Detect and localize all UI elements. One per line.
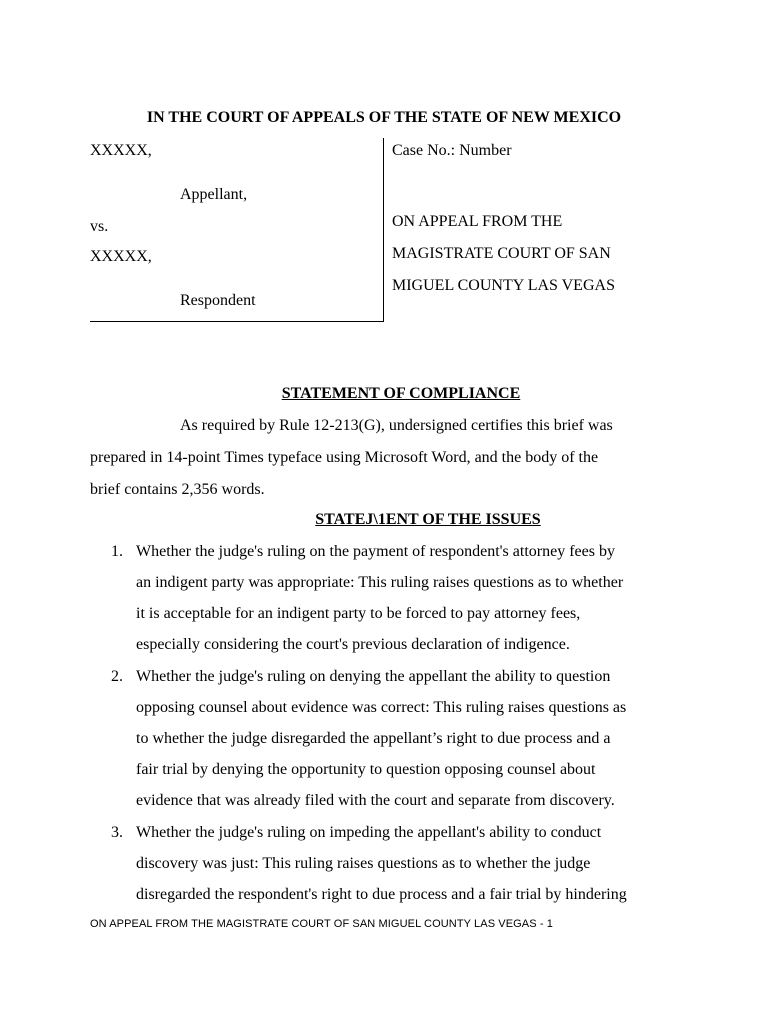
issue-line: Whether the judge's ruling on denying the appellant the ability to question — [136, 668, 611, 685]
compliance-line: prepared in 14-point Times typeface using Microsoft Word, and the body of the — [90, 449, 599, 466]
issue-line: discovery was just: This ruling raises questions as to whether the judge — [136, 855, 591, 872]
issue-line: to whether the judge disregarded the appellant’s right to due process and a — [136, 730, 611, 747]
case-number: Case No.: Number — [392, 142, 512, 159]
issue-line: fair trial by denying the opportunity to question opposing counsel about — [136, 761, 596, 778]
appeal-line-3: MIGUEL COUNTY LAS VEGAS — [392, 277, 615, 294]
appellant-name: XXXXX, — [90, 142, 152, 159]
court-title: IN THE COURT OF APPEALS OF THE STATE OF NEW MEXICO — [146, 109, 622, 126]
issues-heading: STATEJ\1ENT OF THE ISSUES — [315, 511, 541, 528]
respondent-name: XXXXX, — [90, 248, 152, 265]
issue-number: 1. — [111, 543, 123, 560]
issue-line: evidence that was already filed with the court and separate from discovery. — [136, 792, 615, 809]
respondent-label: Respondent — [180, 292, 256, 309]
appeal-line-1: ON APPEAL FROM THE — [392, 213, 563, 230]
caption-divider — [383, 138, 384, 322]
page-footer: ON APPEAL FROM THE MAGISTRATE COURT OF SAN MIGUEL COUNTY LAS VEGAS - 1 — [90, 918, 553, 930]
compliance-line: As required by Rule 12-213(G), undersigned certifies this brief was — [180, 417, 613, 434]
issue-line: Whether the judge's ruling on the payment of respondent's attorney fees by — [136, 543, 615, 560]
issue-line: disregarded the respondent's right to due process and a fair trial by hindering — [136, 886, 627, 903]
compliance-line: brief contains 2,356 words. — [90, 481, 265, 498]
issue-line: opposing counsel about evidence was correct: This ruling raises questions as — [136, 699, 627, 716]
caption-underline — [90, 321, 384, 322]
issue-line: an indigent party was appropriate: This ruling raises questions as to whether — [136, 574, 624, 591]
issue-line: it is acceptable for an indigent party to be forced to pay attorney fees, — [136, 605, 581, 622]
issue-line: especially considering the court's previous declaration of indigence. — [136, 636, 570, 653]
compliance-heading: STATEMENT OF COMPLIANCE — [281, 385, 521, 402]
appeal-line-2: MAGISTRATE COURT OF SAN — [392, 245, 611, 262]
issue-line: Whether the judge's ruling on impeding the appellant's ability to conduct — [136, 824, 602, 841]
issue-number: 2. — [111, 668, 123, 685]
issue-number: 3. — [111, 824, 123, 841]
versus-label: vs. — [90, 218, 109, 235]
appellant-label: Appellant, — [180, 186, 248, 203]
